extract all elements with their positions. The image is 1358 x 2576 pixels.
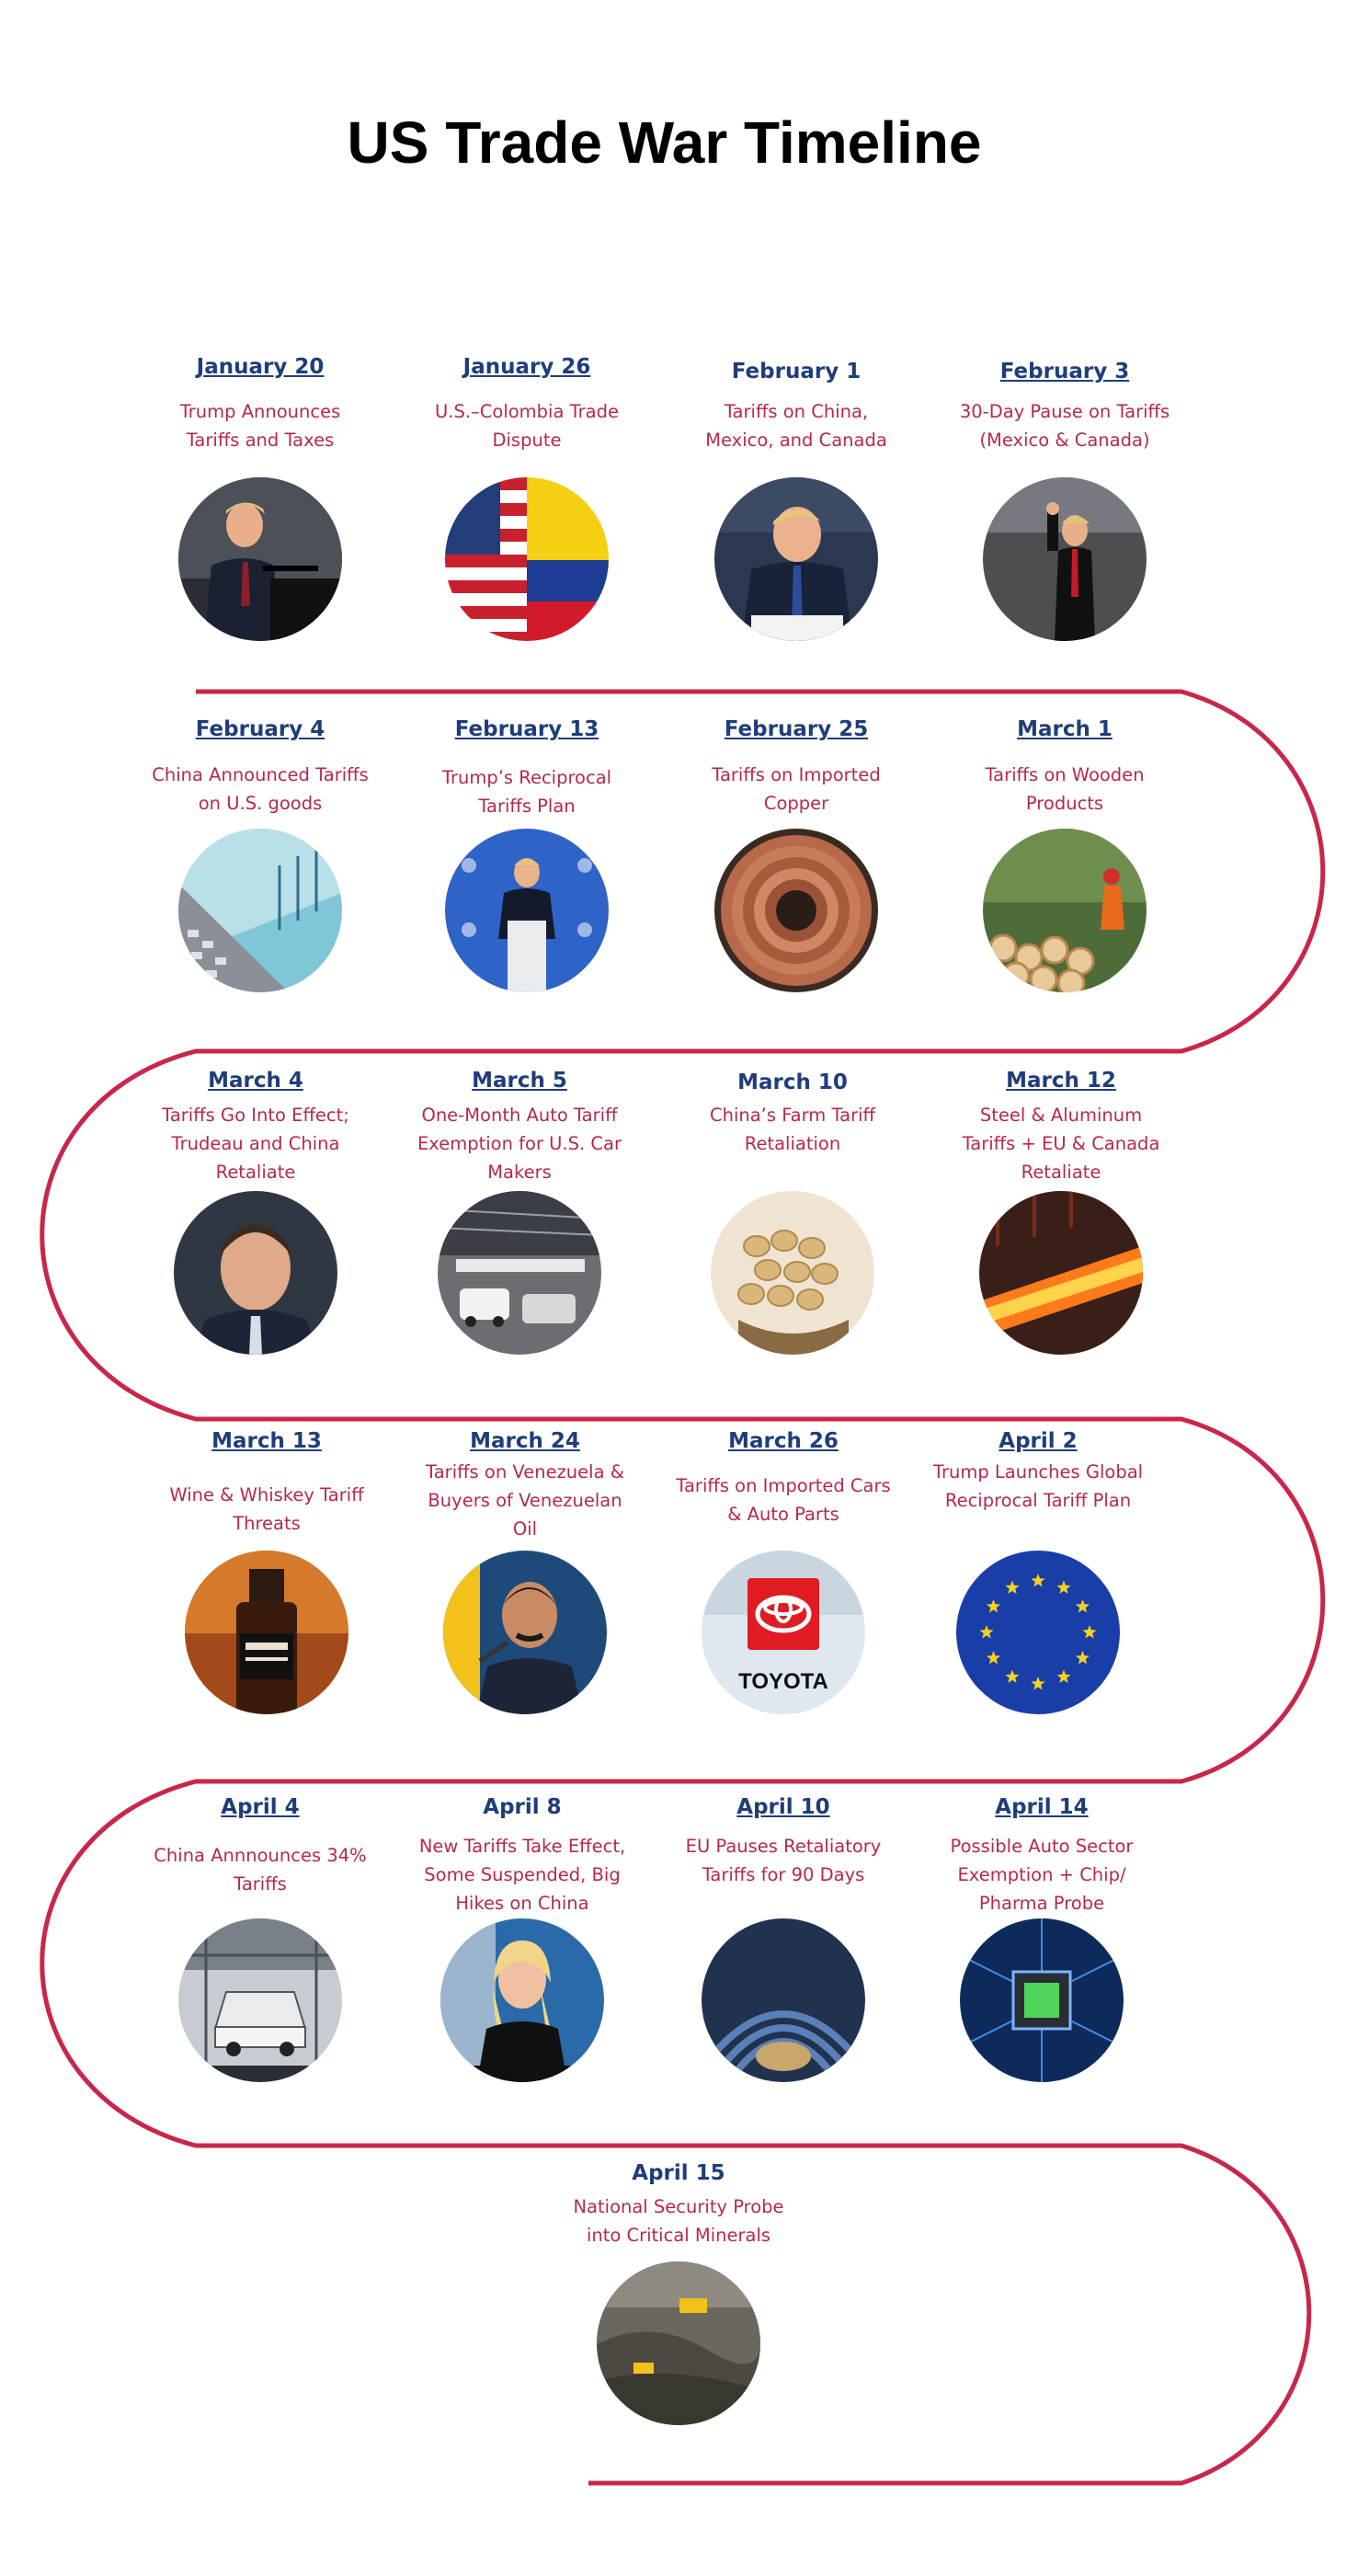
event-description: New Tariffs Take Effect, Some Suspended, Big Hikes on China	[418, 1836, 626, 1914]
event-description: China Announced Tariffs on U.S. goods	[152, 764, 369, 814]
lumber-logs-photo	[983, 829, 1147, 992]
event-description: Tariffs on China, Mexico, and Canada	[705, 401, 887, 451]
event-description: Possible Auto Sector Exemption + Chip/ Pharma Probe	[950, 1836, 1134, 1914]
trump-signing-photo	[714, 477, 878, 641]
event-description: Wine & Whiskey Tariff Threats	[169, 1484, 364, 1534]
timeline-event	[950, 716, 1180, 818]
timeline-event	[412, 353, 642, 454]
event-date[interactable]: January 20	[196, 355, 325, 379]
event-date[interactable]: April 4	[221, 1795, 300, 1819]
event-date[interactable]: February 4	[195, 717, 325, 741]
copper-coil-photo	[714, 829, 878, 992]
timeline-event	[681, 358, 911, 454]
event-description: 30-Day Pause on Tariffs (Mexico & Canada)	[959, 401, 1170, 451]
timeline-event	[668, 1427, 898, 1528]
event-description: Tariffs on Venezuela & Buyers of Venezuelan Oil	[426, 1461, 624, 1540]
timeline-event	[410, 1427, 640, 1543]
toyota-logo-photo	[702, 1551, 865, 1714]
timeline-event	[407, 1793, 637, 1918]
event-description: China’s Farm Tariff Retaliation	[709, 1105, 875, 1154]
event-description: China Annnounces 34% Tariffs	[154, 1845, 367, 1895]
event-description: Trump Announces Tariffs and Taxes	[179, 401, 341, 451]
trump-fist-photo	[983, 477, 1147, 641]
timeline-event	[678, 1069, 907, 1158]
timeline-event	[152, 1427, 382, 1538]
soybeans-photo	[711, 1191, 874, 1355]
event-date[interactable]: April 8	[483, 1795, 562, 1819]
event-description: One-Month Auto Tariff Exemption for U.S. Car Makers	[417, 1105, 622, 1183]
event-description: National Security Probe into Critical Minerals	[573, 2196, 784, 2246]
event-date[interactable]: April 10	[736, 1795, 830, 1819]
event-description: Steel & Aluminum Tariffs + EU & Canada Retaliate	[962, 1105, 1160, 1183]
timeline-event	[668, 1793, 898, 1889]
event-description: Tariffs on Wooden Products	[985, 764, 1145, 814]
trump-podium-photo	[178, 477, 342, 641]
eu-flag-photo	[956, 1551, 1120, 1714]
event-date[interactable]: February 1	[731, 360, 862, 384]
timeline-event	[405, 1067, 634, 1186]
timeline-event	[412, 716, 642, 820]
world-economic-forum-photo	[445, 829, 609, 992]
event-description: EU Pauses Retaliatory Tariffs for 90 Days	[685, 1836, 882, 1885]
event-date[interactable]: March 10	[737, 1070, 848, 1094]
trudeau-portrait-photo	[174, 1191, 337, 1355]
mining-site-photo	[597, 2261, 760, 2425]
car-factory-photo	[438, 1191, 601, 1355]
timeline-event	[681, 716, 911, 818]
event-date[interactable]: March 1	[1017, 717, 1113, 741]
event-date[interactable]: January 26	[462, 355, 591, 379]
event-description: U.S.–Colombia Trade Dispute	[434, 401, 620, 451]
event-date[interactable]: March 26	[728, 1429, 839, 1453]
maduro-speech-photo	[443, 1551, 607, 1714]
event-description: Trump’s Reciprocal Tariffs Plan	[441, 767, 612, 817]
timeline-event	[950, 358, 1180, 454]
timeline-event	[145, 353, 375, 454]
car-assembly-line-photo	[178, 1918, 342, 2082]
event-date[interactable]: April 2	[999, 1429, 1078, 1453]
whiskey-bottle-photo	[185, 1551, 348, 1714]
timeline-event	[923, 1427, 1153, 1515]
press-secretary-photo	[440, 1918, 604, 2082]
timeline-event	[927, 1793, 1157, 1918]
event-description: Tariffs Go Into Effect; Trudeau and China Retaliate	[162, 1105, 349, 1183]
event-date[interactable]: March 4	[208, 1069, 303, 1093]
event-date[interactable]: March 24	[470, 1429, 580, 1453]
microchip-photo	[960, 1918, 1124, 2082]
timeline-event	[141, 1067, 371, 1186]
event-date[interactable]: March 5	[472, 1069, 567, 1093]
shipping-port-photo	[178, 829, 342, 992]
timeline-event	[564, 2159, 793, 2250]
us-colombia-flags-photo	[445, 477, 609, 641]
event-date[interactable]: March 12	[1006, 1069, 1116, 1093]
timeline-event	[145, 716, 375, 818]
event-description: Tariffs on Imported Copper	[712, 764, 881, 814]
event-date[interactable]: February 13	[454, 717, 599, 741]
event-date[interactable]: April 14	[995, 1795, 1089, 1819]
event-date[interactable]: April 15	[632, 2161, 725, 2185]
timeline-event	[946, 1067, 1176, 1186]
eu-parliament-photo	[702, 1918, 865, 2082]
event-description: Trump Launches Global Reciprocal Tariff Plan	[932, 1461, 1144, 1511]
event-date[interactable]: February 3	[999, 360, 1130, 384]
event-description: Tariffs on Imported Cars & Auto Parts	[676, 1475, 891, 1525]
toyota-logo-text: TOYOTA	[738, 1669, 828, 1694]
event-date[interactable]: March 13	[211, 1429, 322, 1453]
event-date[interactable]: February 25	[724, 717, 869, 741]
steel-mill-photo	[979, 1191, 1143, 1355]
page-title: US Trade War Timeline	[347, 109, 982, 176]
timeline-event	[145, 1793, 375, 1898]
